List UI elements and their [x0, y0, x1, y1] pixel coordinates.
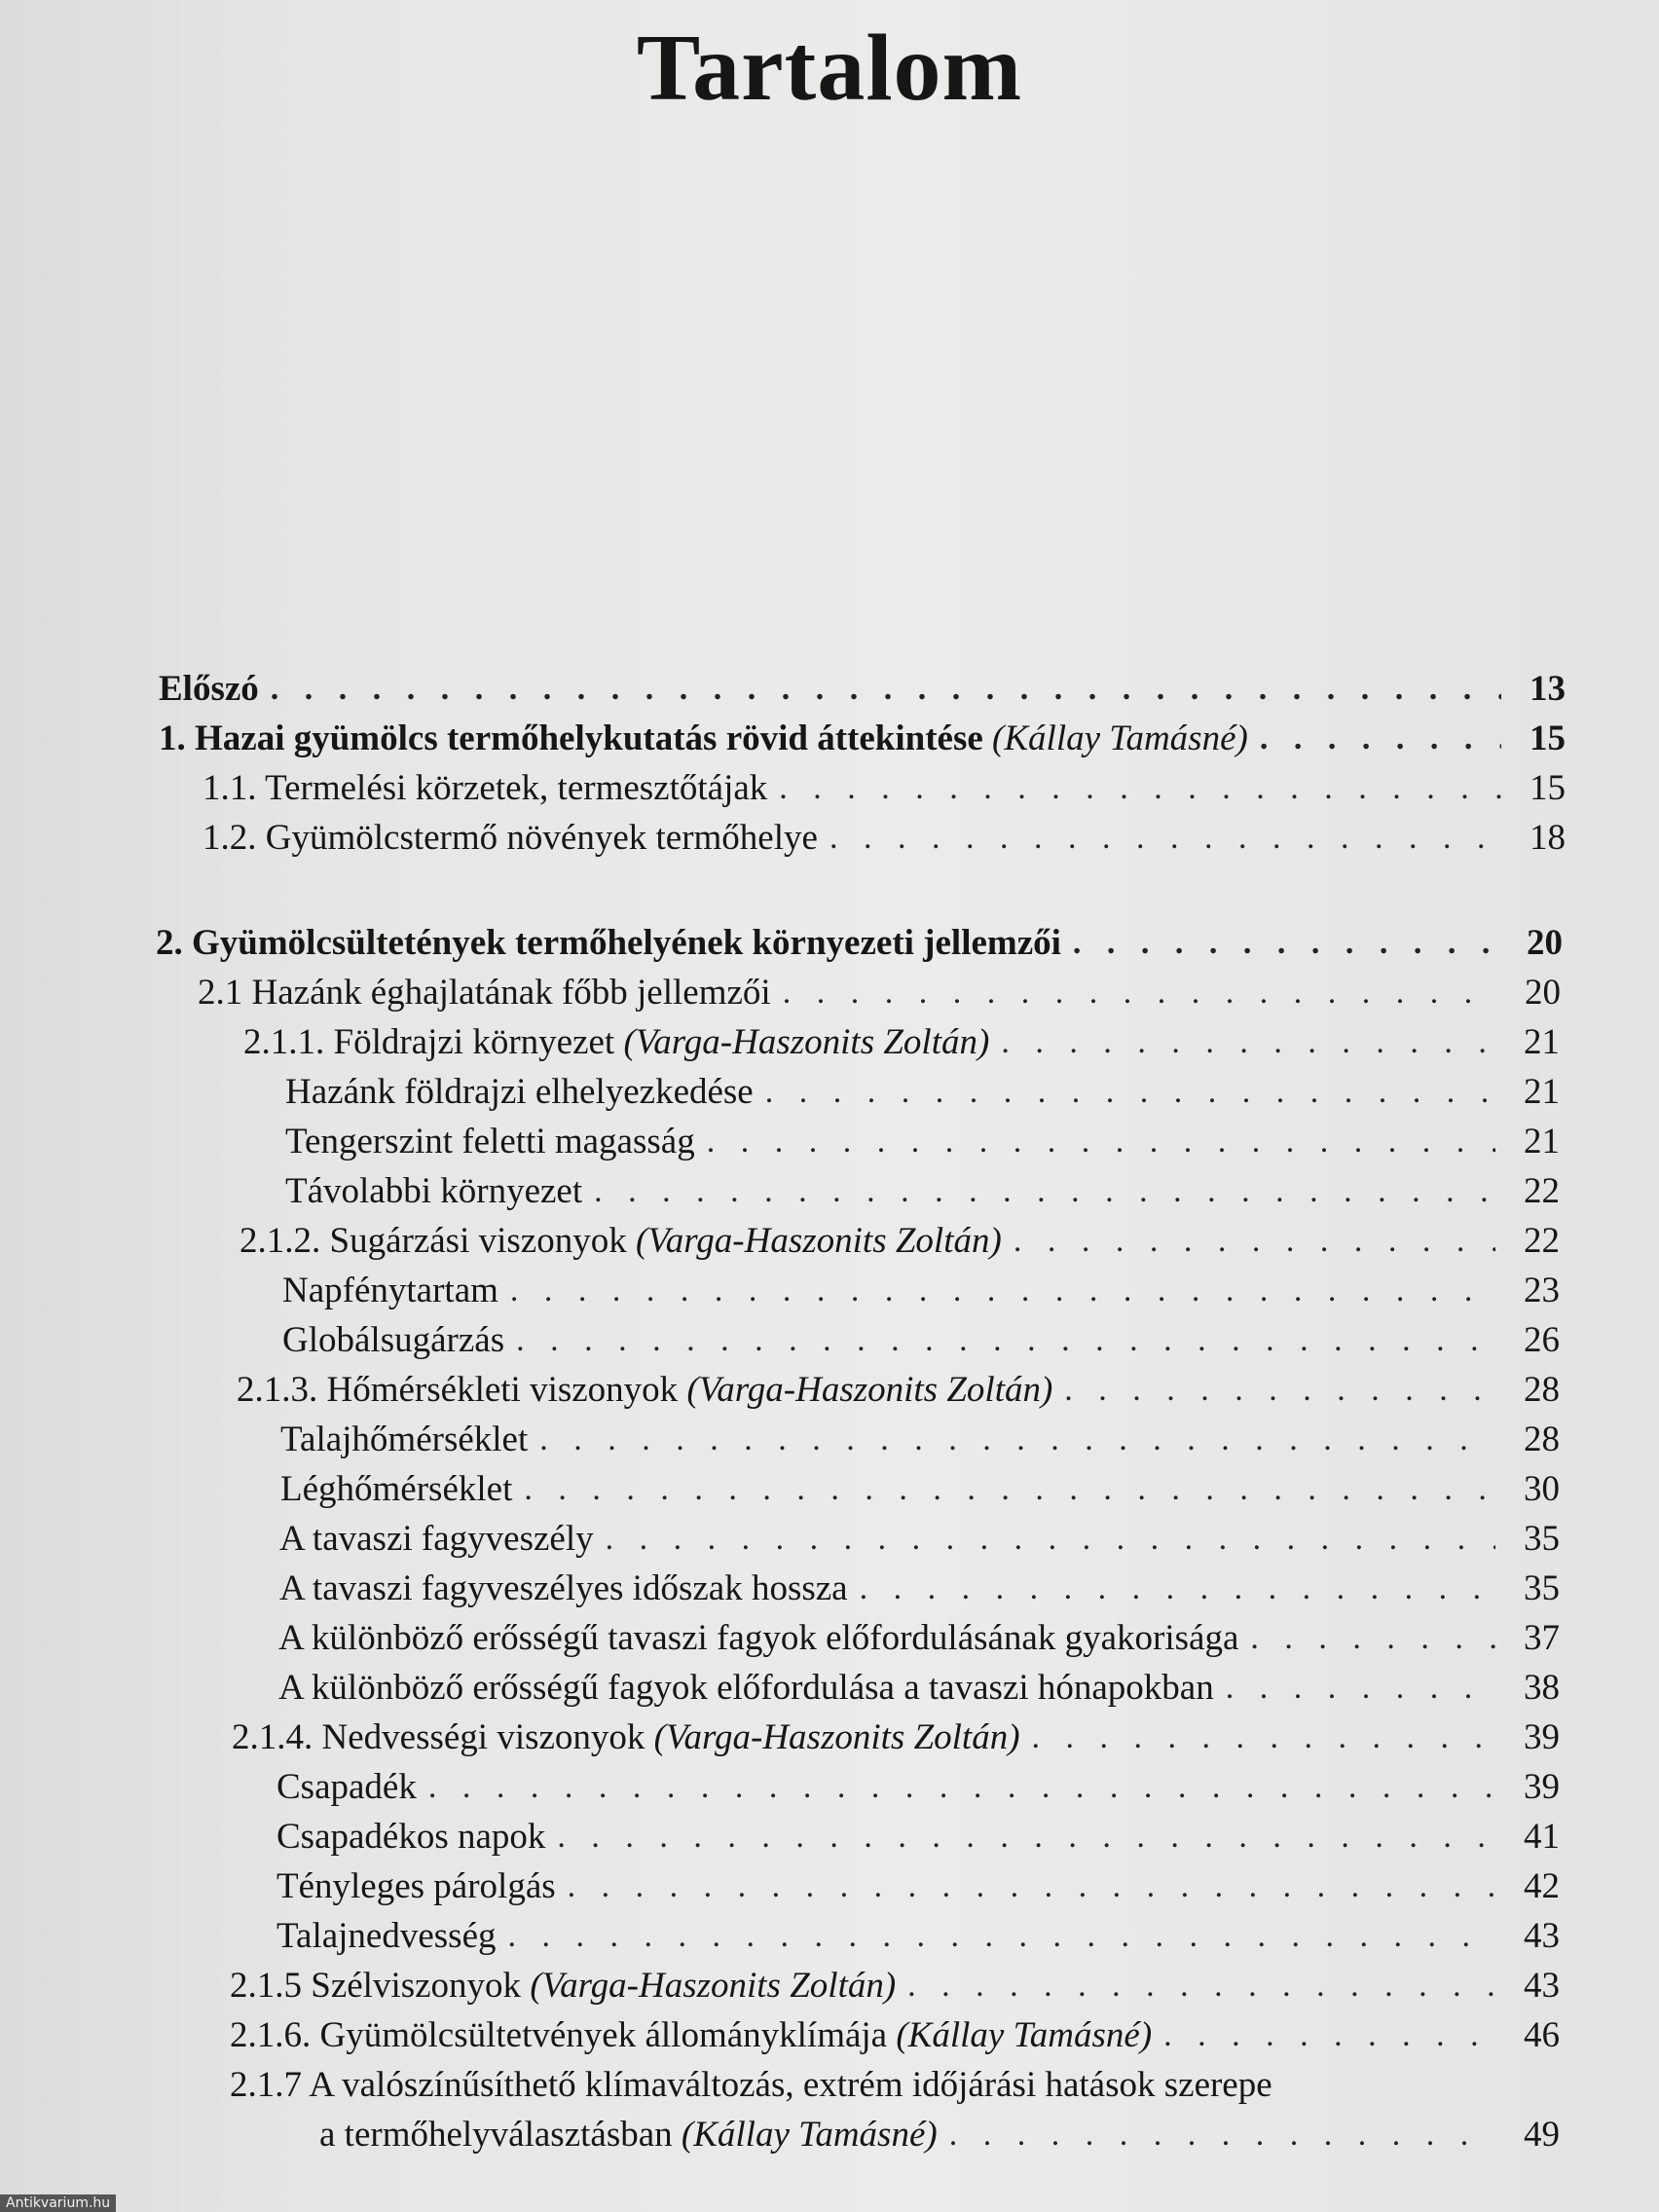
toc-row-fagyok-gyakorisaga — [278, 1614, 1560, 1663]
toc-row-2-1-7 — [319, 2111, 1560, 2159]
toc-entry-title: 2.1.5 Szélviszonyok — [230, 1966, 522, 2006]
toc-row-talajhomerseklet — [280, 1416, 1560, 1464]
toc-leader-dots — [1250, 1614, 1495, 1663]
toc-row-globalsugarzas — [282, 1316, 1560, 1365]
toc-leader-dots — [557, 1813, 1495, 1862]
toc-entry-author: (Varga-Haszonits Zoltán) — [653, 1717, 1020, 1757]
toc-row-leghomerseklet — [280, 1465, 1560, 1514]
toc-row-tengerszint — [285, 1118, 1560, 1166]
toc-row-2-1-3 — [237, 1366, 1560, 1415]
toc-leader-dots — [524, 1465, 1495, 1514]
toc-row-fagyveszelyes-idoszak — [279, 1565, 1560, 1613]
toc-entry-title: a termőhelyválasztásban — [319, 2115, 673, 2155]
toc-page-number: 43 — [1524, 1966, 1560, 2006]
toc-page-number: 21 — [1524, 1022, 1560, 1062]
toc-entry-author: (Varga-Haszonits Zoltán) — [530, 1966, 897, 2006]
toc-entry-title: A tavaszi fagyveszélyes időszak hossza — [279, 1568, 848, 1608]
toc-entry-title: Tényleges párolgás — [276, 1866, 556, 1906]
toc-leader-dots — [1226, 1664, 1495, 1713]
toc-page-number: 22 — [1524, 1221, 1560, 1261]
toc-entry-author: (Kállay Tamásné) — [896, 2015, 1153, 2055]
toc-page-number: 21 — [1524, 1122, 1560, 1161]
toc-leader-dots — [707, 1118, 1495, 1166]
toc-row-2-1-2 — [240, 1217, 1560, 1266]
toc-page-number: 13 — [1530, 669, 1566, 709]
toc-page-number: 30 — [1524, 1469, 1560, 1509]
toc-entry-title: 1.2. Gyümölcstermő növények termőhelye — [203, 818, 818, 858]
toc-row-2-1-7-first-line: 2.1.7 A valószínűsíthető klímaváltozás, extrém időjárási hatások szerepe — [230, 2065, 1272, 2105]
toc-entry-title: Csapadékos napok — [276, 1817, 546, 1857]
toc-page-number: 20 — [1527, 923, 1563, 963]
toc-row-1-1 — [203, 764, 1566, 813]
toc-page-number: 38 — [1524, 1668, 1560, 1708]
toc-entry-title: Talajhőmérséklet — [280, 1419, 529, 1459]
toc-page-number: 35 — [1524, 1519, 1560, 1559]
toc-leader-dots — [1001, 1018, 1495, 1067]
toc-row-csapadekos-napok — [276, 1813, 1560, 1862]
toc-entry-title: 2. Gyümölcsültetények termőhelyének környezeti jellemzői — [156, 923, 1061, 963]
toc-leader-dots — [1014, 1217, 1495, 1266]
toc-entry-title: 2.1.2. Sugárzási viszonyok — [240, 1221, 627, 1261]
toc-leader-dots — [508, 1912, 1496, 1961]
toc-entry-title: Léghőmérséklet — [280, 1469, 513, 1509]
toc-page-number: 15 — [1530, 768, 1566, 808]
toc-entry-title: A különböző erősségű fagyok előfordulása a tavaszi hónapokban — [278, 1668, 1214, 1708]
toc-leader-dots — [907, 1962, 1495, 2010]
toc-entry-title: 2.1.3. Hőmérsékleti viszonyok — [237, 1370, 679, 1410]
toc-page-number: 46 — [1524, 2015, 1560, 2055]
toc-row-2-1-4 — [232, 1714, 1560, 1762]
toc-entry-author: (Varga-Haszonits Zoltán) — [635, 1221, 1002, 1261]
toc-entry-title: A tavaszi fagyveszély — [279, 1519, 594, 1559]
toc-entry-title: 2.1.6. Gyümölcsültetvények állományklímája — [230, 2015, 888, 2055]
toc-entry-title: 1. Hazai gyümölcs termőhelykutatás rövid áttekintése — [159, 719, 983, 758]
toc-page-number: 21 — [1524, 1072, 1560, 1112]
toc-leader-dots — [779, 764, 1501, 813]
toc-entry-title: Globálsugárzás — [282, 1320, 505, 1360]
toc-leader-dots — [949, 2111, 1495, 2159]
toc-entry-title: 2.1.1. Földrajzi környezet — [243, 1022, 615, 1062]
toc-leader-dots — [568, 1862, 1495, 1911]
toc-page-number: 20 — [1525, 973, 1561, 1013]
toc-entry-title: Távolabbi környezet — [285, 1171, 583, 1211]
toc-leader-dots — [428, 1763, 1495, 1812]
toc-row-napfenytartam — [282, 1267, 1560, 1315]
toc-leader-dots — [594, 1167, 1495, 1216]
toc-leader-dots — [860, 1565, 1495, 1613]
toc-page-number: 28 — [1524, 1370, 1560, 1410]
toc-leader-dots — [516, 1316, 1495, 1365]
toc-page-number: 39 — [1524, 1767, 1560, 1807]
toc-page-number: 35 — [1524, 1568, 1560, 1608]
toc-entry-author: (Kállay Tamásné) — [992, 719, 1248, 758]
toc-page-number: 39 — [1524, 1717, 1560, 1757]
toc-row-tenyleges-parolgas — [276, 1862, 1560, 1911]
toc-page-number: 41 — [1524, 1817, 1560, 1857]
toc-entry-title: Előszó — [159, 669, 259, 709]
toc-entry-title: Hazánk földrajzi elhelyezkedése — [285, 1072, 754, 1112]
toc-leader-dots — [783, 969, 1496, 1017]
toc-leader-dots — [1073, 919, 1498, 968]
toc-leader-dots — [1064, 1366, 1495, 1415]
toc-row-2-1-5 — [230, 1962, 1560, 2010]
toc-page-number: 15 — [1530, 719, 1566, 758]
toc-entry-author: (Varga-Haszonits Zoltán) — [623, 1022, 990, 1062]
toc-row-foldrajzi-elhelyezkedes — [285, 1068, 1560, 1117]
toc-row-2-1-6 — [230, 2011, 1560, 2060]
toc-entry-title: Csapadék — [276, 1767, 417, 1807]
toc-leader-dots — [539, 1416, 1495, 1464]
toc-page-number: 42 — [1524, 1866, 1560, 1906]
toc-page-number: 23 — [1524, 1271, 1560, 1310]
toc-entry-title: 1.1. Termelési körzetek, termesztőtájak — [203, 768, 768, 808]
toc-row-csapadek — [276, 1763, 1560, 1812]
toc-page-number: 18 — [1530, 818, 1566, 858]
toc-row-tavolabbi-kornyezet — [285, 1167, 1560, 1216]
toc-entry-title: A különböző erősségű tavaszi fagyok előfordulásának gyakorisága — [278, 1618, 1239, 1658]
toc-entry-title: 2.1.4. Nedvességi viszonyok — [232, 1717, 645, 1757]
toc-page-number: 43 — [1524, 1916, 1560, 1956]
toc-row-tavaszi-fagyveszely — [279, 1515, 1560, 1564]
toc-row-eloszo — [159, 665, 1566, 714]
toc-entry-author: (Kállay Tamásné) — [681, 2115, 938, 2155]
page-title: Tartalom — [636, 16, 1023, 121]
toc-row-1-2 — [203, 814, 1566, 863]
toc-leader-dots — [830, 814, 1501, 863]
toc-row-2-1 — [198, 969, 1561, 1017]
toc-leader-dots — [1163, 2011, 1495, 2060]
watermark-logo: Antikvarium.hu — [0, 2194, 116, 2212]
toc-entry-title: 2.1 Hazánk éghajlatának főbb jellemzői — [198, 973, 771, 1013]
toc-leader-dots — [271, 665, 1501, 714]
toc-entry-title: Talajnedvesség — [276, 1916, 497, 1956]
toc-leader-dots — [1032, 1714, 1495, 1762]
toc-page-number: 22 — [1524, 1171, 1560, 1211]
toc-leader-dots — [1260, 715, 1501, 763]
toc-page-number: 37 — [1524, 1618, 1560, 1658]
toc-page-number: 49 — [1524, 2115, 1560, 2155]
toc-page-number: 28 — [1524, 1419, 1560, 1459]
toc-page-number: 26 — [1524, 1320, 1560, 1360]
toc-row-talajnedvesseg — [276, 1912, 1560, 1961]
toc-entry-title: Napfénytartam — [282, 1271, 498, 1310]
toc-leader-dots — [765, 1068, 1495, 1117]
toc-entry-title: Tengerszint feletti magasság — [285, 1122, 695, 1161]
toc-row-2-1-1 — [243, 1018, 1560, 1067]
toc-row-chapter-2 — [156, 919, 1563, 968]
toc-row-chapter-1 — [159, 715, 1566, 763]
toc-entry-author: (Varga-Haszonits Zoltán) — [686, 1370, 1053, 1410]
toc-leader-dots — [606, 1515, 1495, 1564]
toc-row-fagyok-honapokban — [278, 1664, 1560, 1713]
toc-leader-dots — [510, 1267, 1495, 1315]
